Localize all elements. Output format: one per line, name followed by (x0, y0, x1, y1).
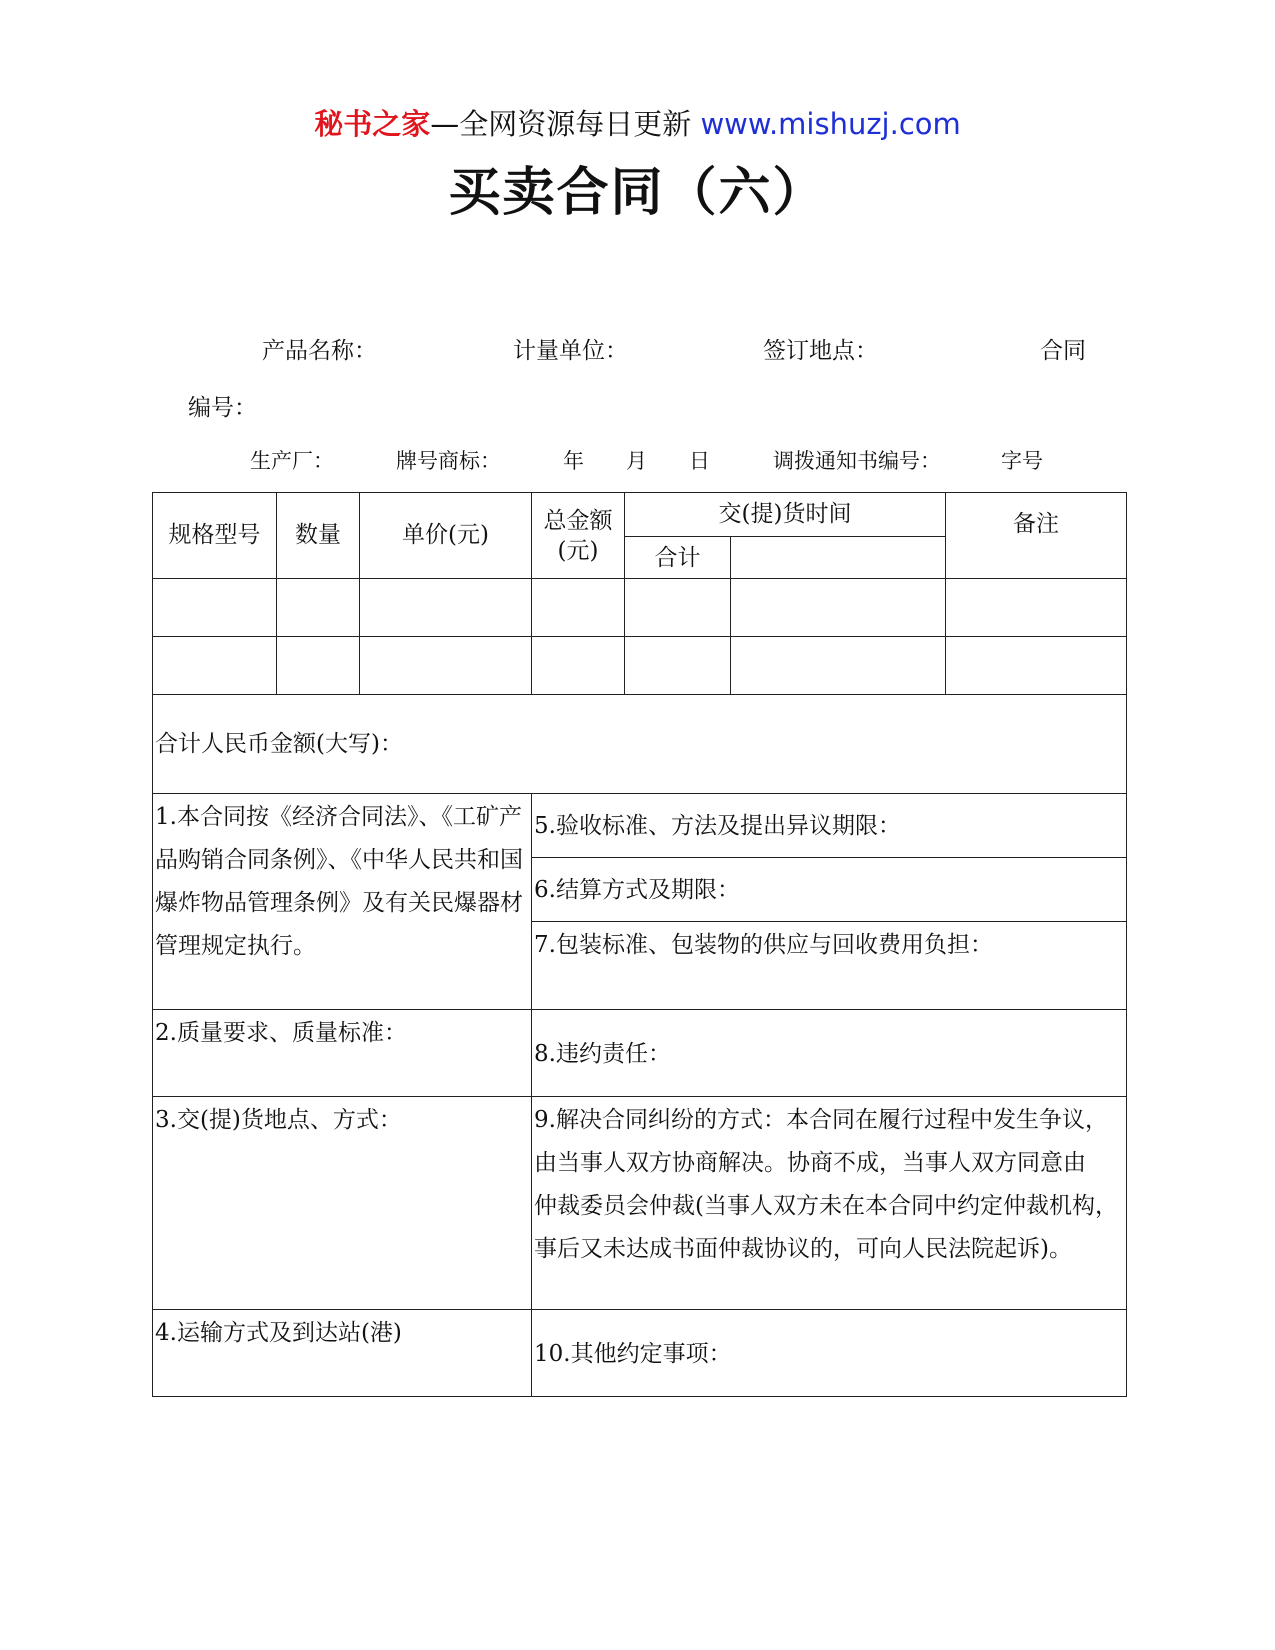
header-qty: 数量 (277, 493, 360, 579)
clause-5-text: 5.验收标准、方法及提出异议期限： (534, 813, 901, 839)
clause-10 (532, 1310, 1127, 1397)
table-cell[interactable] (277, 637, 360, 695)
header-delivery-blank (731, 537, 946, 579)
table-cell[interactable] (153, 637, 277, 695)
clause-1 (153, 794, 532, 1010)
clause-4 (153, 1310, 532, 1397)
table-cell[interactable] (360, 579, 532, 637)
site-name: 秘书之家 (314, 107, 431, 141)
clause-9-text: 9.解决合同纠纷的方式：本合同在履行过程中发生争议，由当事人双方协商解决。协商不成，当事人双方同意由 仲裁委员会仲裁(当事人双方未在本合同中约定仲裁机构，事后又未达成书面仲裁协议的，可向人民法院起诉)。 (534, 1107, 1201, 1262)
table-cell[interactable] (360, 637, 532, 695)
table-row (153, 637, 1127, 695)
table-cell[interactable] (731, 579, 946, 637)
product-name-label: 产品名称： (262, 338, 377, 364)
table-cell[interactable] (731, 637, 946, 695)
table-cell[interactable] (625, 637, 731, 695)
table-cell[interactable] (946, 637, 1127, 695)
site-header (0, 102, 1275, 143)
clause-10-text: 10.其他约定事项： (534, 1340, 732, 1367)
header-remarks: 备注 (946, 493, 1127, 579)
contract-table (152, 492, 1201, 1397)
clause-8 (532, 1010, 1127, 1097)
clause-6-text: 6.结算方式及期限： (534, 877, 740, 903)
site-tagline: —全网资源每日更新 (430, 107, 692, 141)
manufacturer-label: 生产厂： (250, 449, 334, 473)
clause-7 (532, 922, 1127, 1010)
notice-number-label: 调拨通知书编号： (773, 449, 941, 473)
header-unit-price: 单价(元) (360, 493, 532, 579)
table-cell[interactable] (277, 579, 360, 637)
table-cell[interactable] (532, 579, 625, 637)
day-label: 日 (689, 449, 710, 473)
header-delivery-time: 交(提)货时间 (625, 493, 946, 537)
table-cell[interactable] (153, 579, 277, 637)
contract-number-label: 编号： (188, 395, 257, 421)
contract-label: 合同 (1040, 338, 1086, 364)
brand-label: 牌号商标： (396, 449, 501, 473)
header-total-line1: 总金额 (543, 507, 613, 534)
clause-3 (153, 1097, 532, 1310)
year-label: 年 (563, 449, 584, 473)
clause-3-text: 3.交(提)货地点、方式： (155, 1107, 402, 1133)
clause-7-text: 7.包装标准、包装物的供应与回收费用负担： (534, 932, 993, 958)
word-number-label: 字号 (1001, 449, 1043, 473)
sign-place-label: 签订地点： (763, 338, 878, 364)
table-row (153, 579, 1127, 637)
table-cell[interactable] (625, 579, 731, 637)
clause-1-text: 1.本合同按《经济合同法》、《工矿产品购销合同条例》、《中华人民共和国爆炸物品管理条例》及有关民爆器材管理规定执行。 (155, 804, 523, 959)
table-cell[interactable] (946, 579, 1127, 637)
document-title: 买卖合同（六） (448, 163, 827, 223)
header-total-line2: (元) (557, 537, 599, 564)
header-subtotal: 合计 (625, 537, 731, 579)
table-cell[interactable] (532, 637, 625, 695)
site-url[interactable]: www.mishuzj.com (700, 107, 961, 141)
clause-6 (532, 858, 1127, 922)
clause-4-text: 4.运输方式及到达站(港) (155, 1320, 402, 1346)
clause-9 (532, 1097, 1201, 1310)
header-spec: 规格型号 (153, 493, 277, 579)
clause-8-text: 8.违约责任： (534, 1040, 671, 1067)
unit-label: 计量单位： (513, 338, 628, 364)
header-total (532, 493, 625, 579)
clause-2 (153, 1010, 532, 1097)
clause-2-text: 2.质量要求、质量标准： (155, 1020, 407, 1046)
total-rmb-uppercase: 合计人民币金额(大写)： (153, 695, 1127, 794)
clause-5 (532, 794, 1127, 858)
month-label: 月 (626, 449, 647, 473)
